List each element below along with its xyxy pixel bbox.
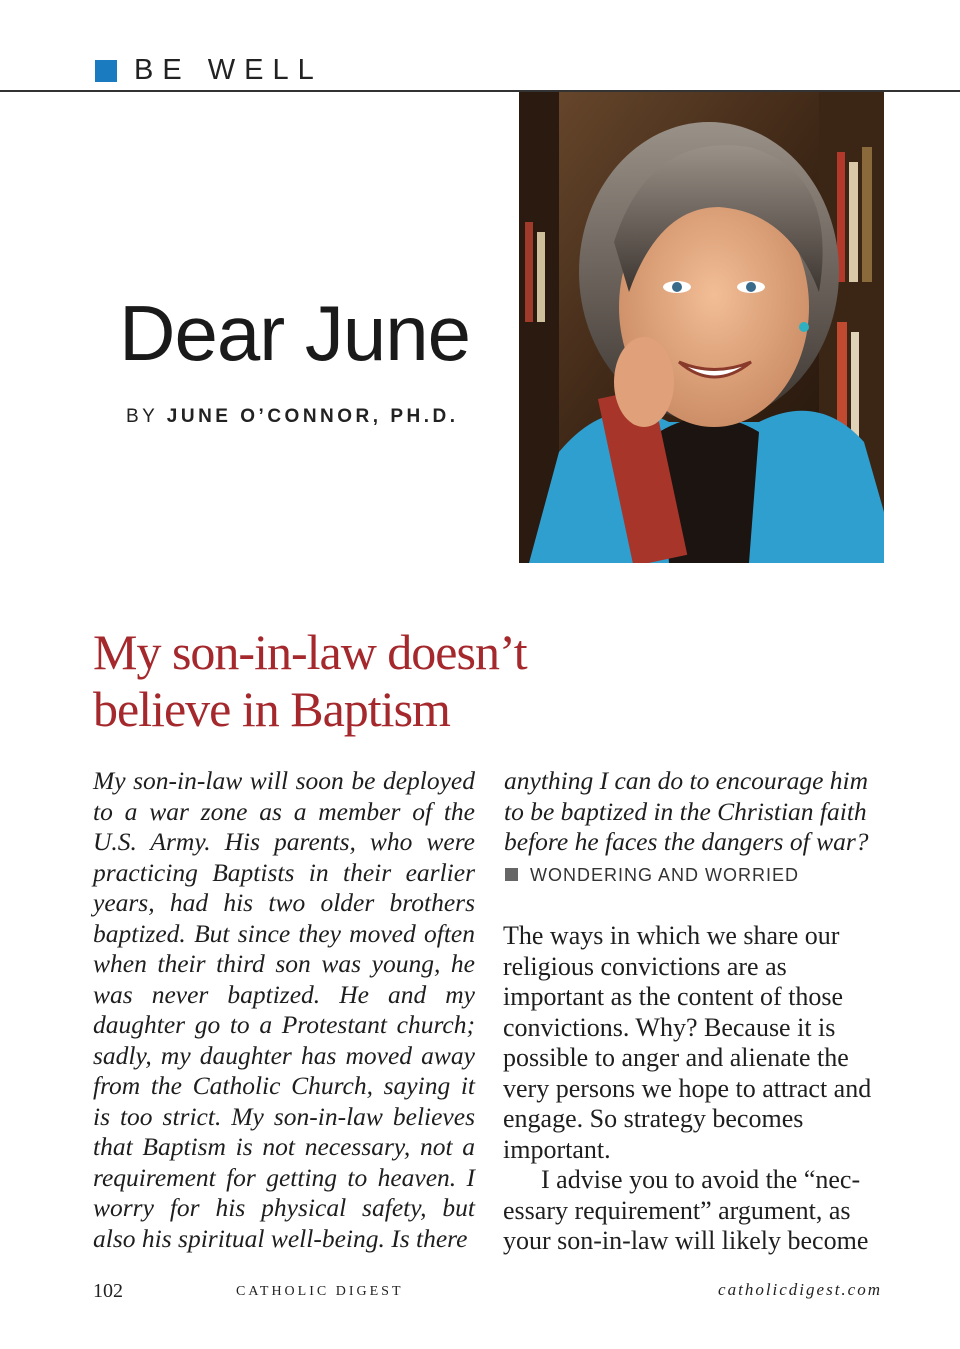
question-signoff bbox=[505, 865, 799, 886]
byline-author: JUNE O’CONNOR, PH.D. bbox=[166, 406, 459, 427]
signoff-marker-square bbox=[505, 868, 518, 881]
headline-line: My son-in-law doesn’t bbox=[93, 624, 527, 680]
byline bbox=[126, 406, 459, 428]
reader-question: My son-in-law will soon be deployed to a war zone as a member of the U.S. Army. His parents, who were practicing Baptists in their earlier years, had his two older brothers baptized. But since they moved often when their third son was young, he was never baptized. He and my daughter go to a Protestant church; sadly, my daughter has moved away from the Catholic Church, saying it is too strict. My son-in-law believes that Baptism is not necessary, not a requirement for getting to heaven. I worry for his physical safety, but also his spiritual well-being. Is there bbox=[93, 766, 475, 1253]
section-label: BE WELL bbox=[134, 54, 323, 86]
answer-paragraph: The ways in which we share our religious convictions are as important as the content of those convictions. Why? Because it is possible to anger and alienate the very persons we hope to attract and engage. So strategy becomes important. bbox=[503, 921, 872, 1164]
signoff-text: WONDERING AND WORRIED bbox=[530, 865, 800, 885]
page-number: 102 bbox=[93, 1280, 123, 1302]
columnist-answer bbox=[503, 921, 888, 1257]
reader-question-continued: anything I can do to encourage him to be baptized in the Christian faith before he faces the dangers of war? bbox=[504, 766, 869, 856]
column-title: Dear June bbox=[119, 289, 470, 377]
section-header bbox=[0, 0, 960, 92]
magazine-url: catholicdigest.com bbox=[718, 1280, 882, 1299]
answer-paragraph: I advise you to avoid the “necessary requirement” argument, as your son-in-law will likely become bbox=[503, 1165, 869, 1255]
author-portrait bbox=[519, 92, 884, 563]
article-headline bbox=[93, 624, 593, 738]
portrait-illustration bbox=[519, 92, 884, 563]
section-marker-square bbox=[95, 60, 117, 82]
magazine-name: CATHOLIC DIGEST bbox=[236, 1284, 404, 1299]
headline-line: believe in Baptism bbox=[93, 681, 450, 737]
byline-prefix: BY bbox=[126, 406, 159, 427]
